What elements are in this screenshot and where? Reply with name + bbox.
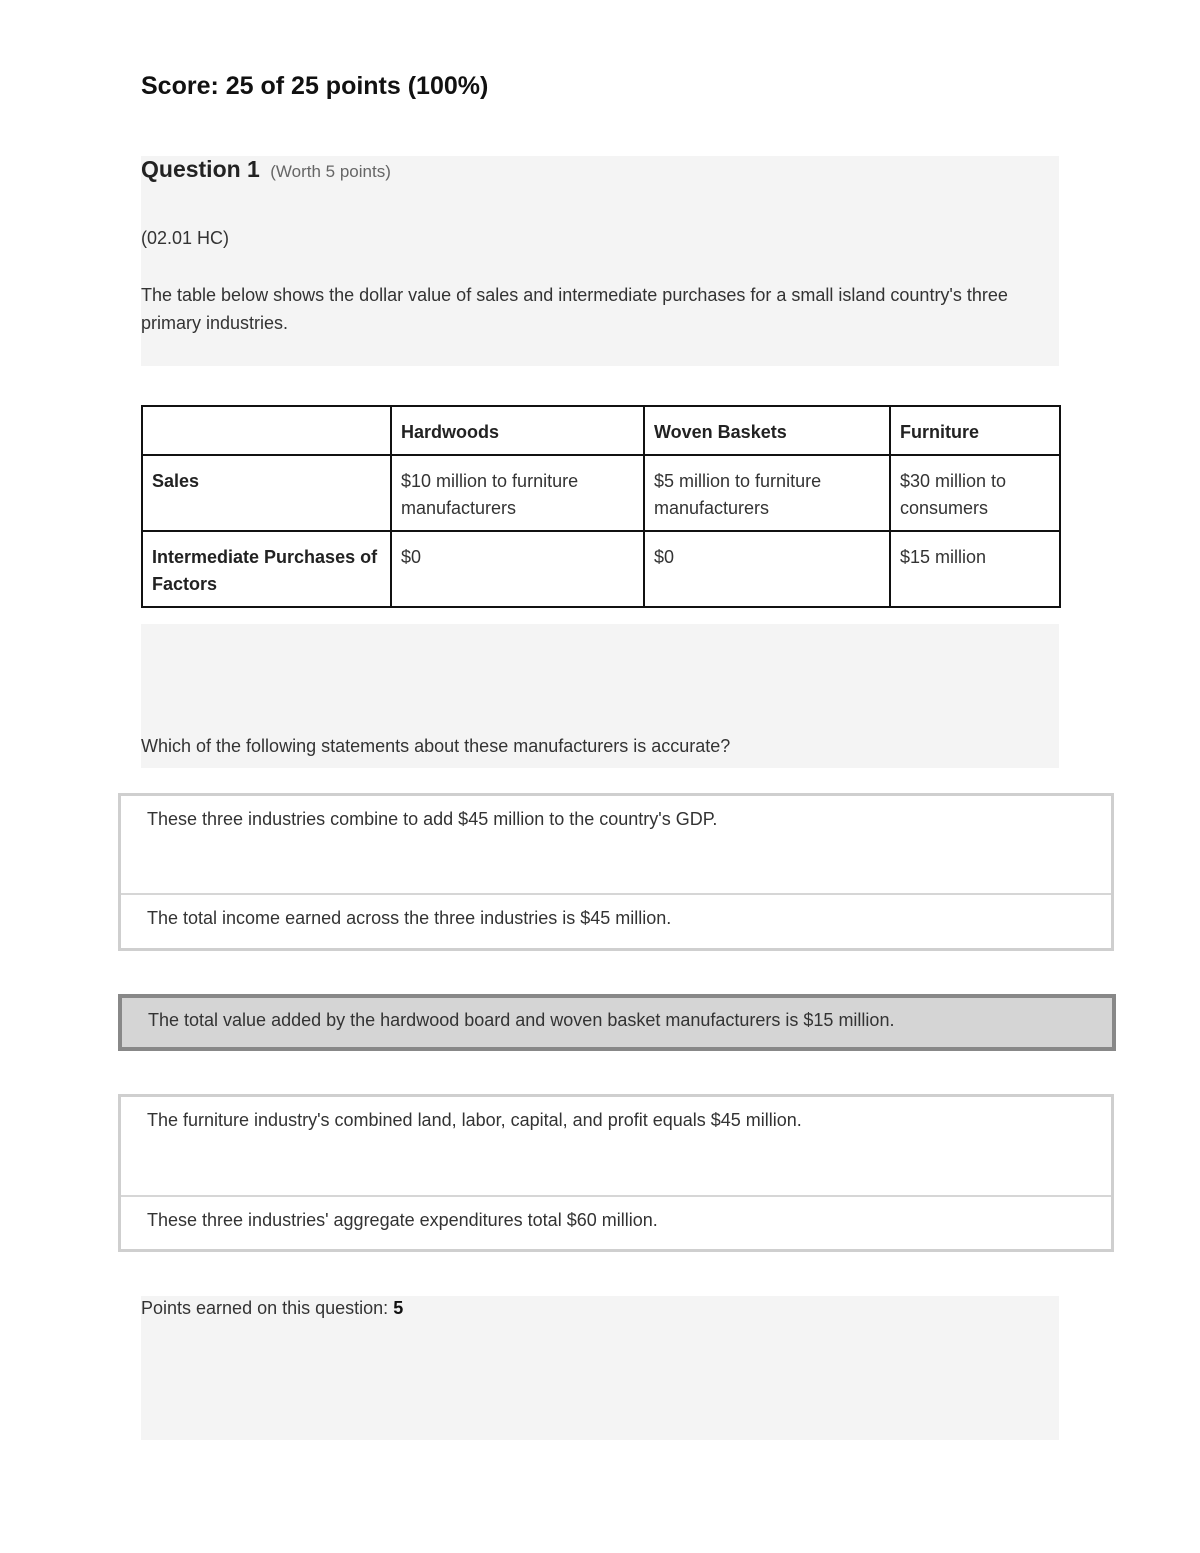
answer-option[interactable]: The total income earned across the three industries is $45 million. xyxy=(121,893,1111,948)
question-title xyxy=(141,156,391,183)
points-earned-block xyxy=(141,1296,1059,1440)
question-worth: (Worth 5 points) xyxy=(270,162,391,181)
table-cell: $30 million to consumers xyxy=(890,455,1060,531)
table-cell: $0 xyxy=(391,531,644,607)
answer-option[interactable]: These three industries combine to add $45 million to the country's GDP. xyxy=(147,809,718,829)
table-cell: $10 million to furniture manufacturers xyxy=(391,455,644,531)
table-header-row xyxy=(142,406,1060,455)
table-header-cell: Furniture xyxy=(890,406,1060,455)
points-value: 5 xyxy=(393,1298,404,1318)
answer-option[interactable]: The furniture industry's combined land, labor, capital, and profit equals $45 million. xyxy=(147,1110,802,1130)
question-prompt: Which of the following statements about these manufacturers is accurate? xyxy=(141,736,731,756)
question-code: (02.01 HC) xyxy=(141,228,230,248)
table-row-label: Intermediate Purchases of Factors xyxy=(142,531,391,607)
table-header-cell: Hardwoods xyxy=(391,406,644,455)
answer-option-group-selected xyxy=(118,994,1116,1051)
table-row-label: Sales xyxy=(142,455,391,531)
answer-option-group xyxy=(118,793,1114,951)
answer-option-group xyxy=(118,1094,1114,1252)
industry-table xyxy=(141,405,1061,608)
points-label: Points earned on this question: xyxy=(141,1298,389,1318)
table-header-cell: Woven Baskets xyxy=(644,406,890,455)
answer-option-selected[interactable]: The total value added by the hardwood board and woven basket manufacturers is $15 million. xyxy=(148,1010,895,1030)
question-number: Question 1 xyxy=(141,156,260,182)
table-cell: $5 million to furniture manufacturers xyxy=(644,455,890,531)
table-row xyxy=(142,455,1060,531)
table-cell: $15 million xyxy=(890,531,1060,607)
table-header-cell xyxy=(142,406,391,455)
question-text: The table below shows the dollar value of sales and intermediate purchases for a small island country's three primary industries. xyxy=(141,285,1008,333)
question-prompt-block xyxy=(141,624,1059,768)
score-heading: Score: 25 of 25 points (100%) xyxy=(141,72,489,100)
question-block xyxy=(141,156,1059,366)
table-row xyxy=(142,531,1060,607)
answer-option[interactable]: These three industries' aggregate expenditures total $60 million. xyxy=(121,1195,1111,1249)
table-cell: $0 xyxy=(644,531,890,607)
